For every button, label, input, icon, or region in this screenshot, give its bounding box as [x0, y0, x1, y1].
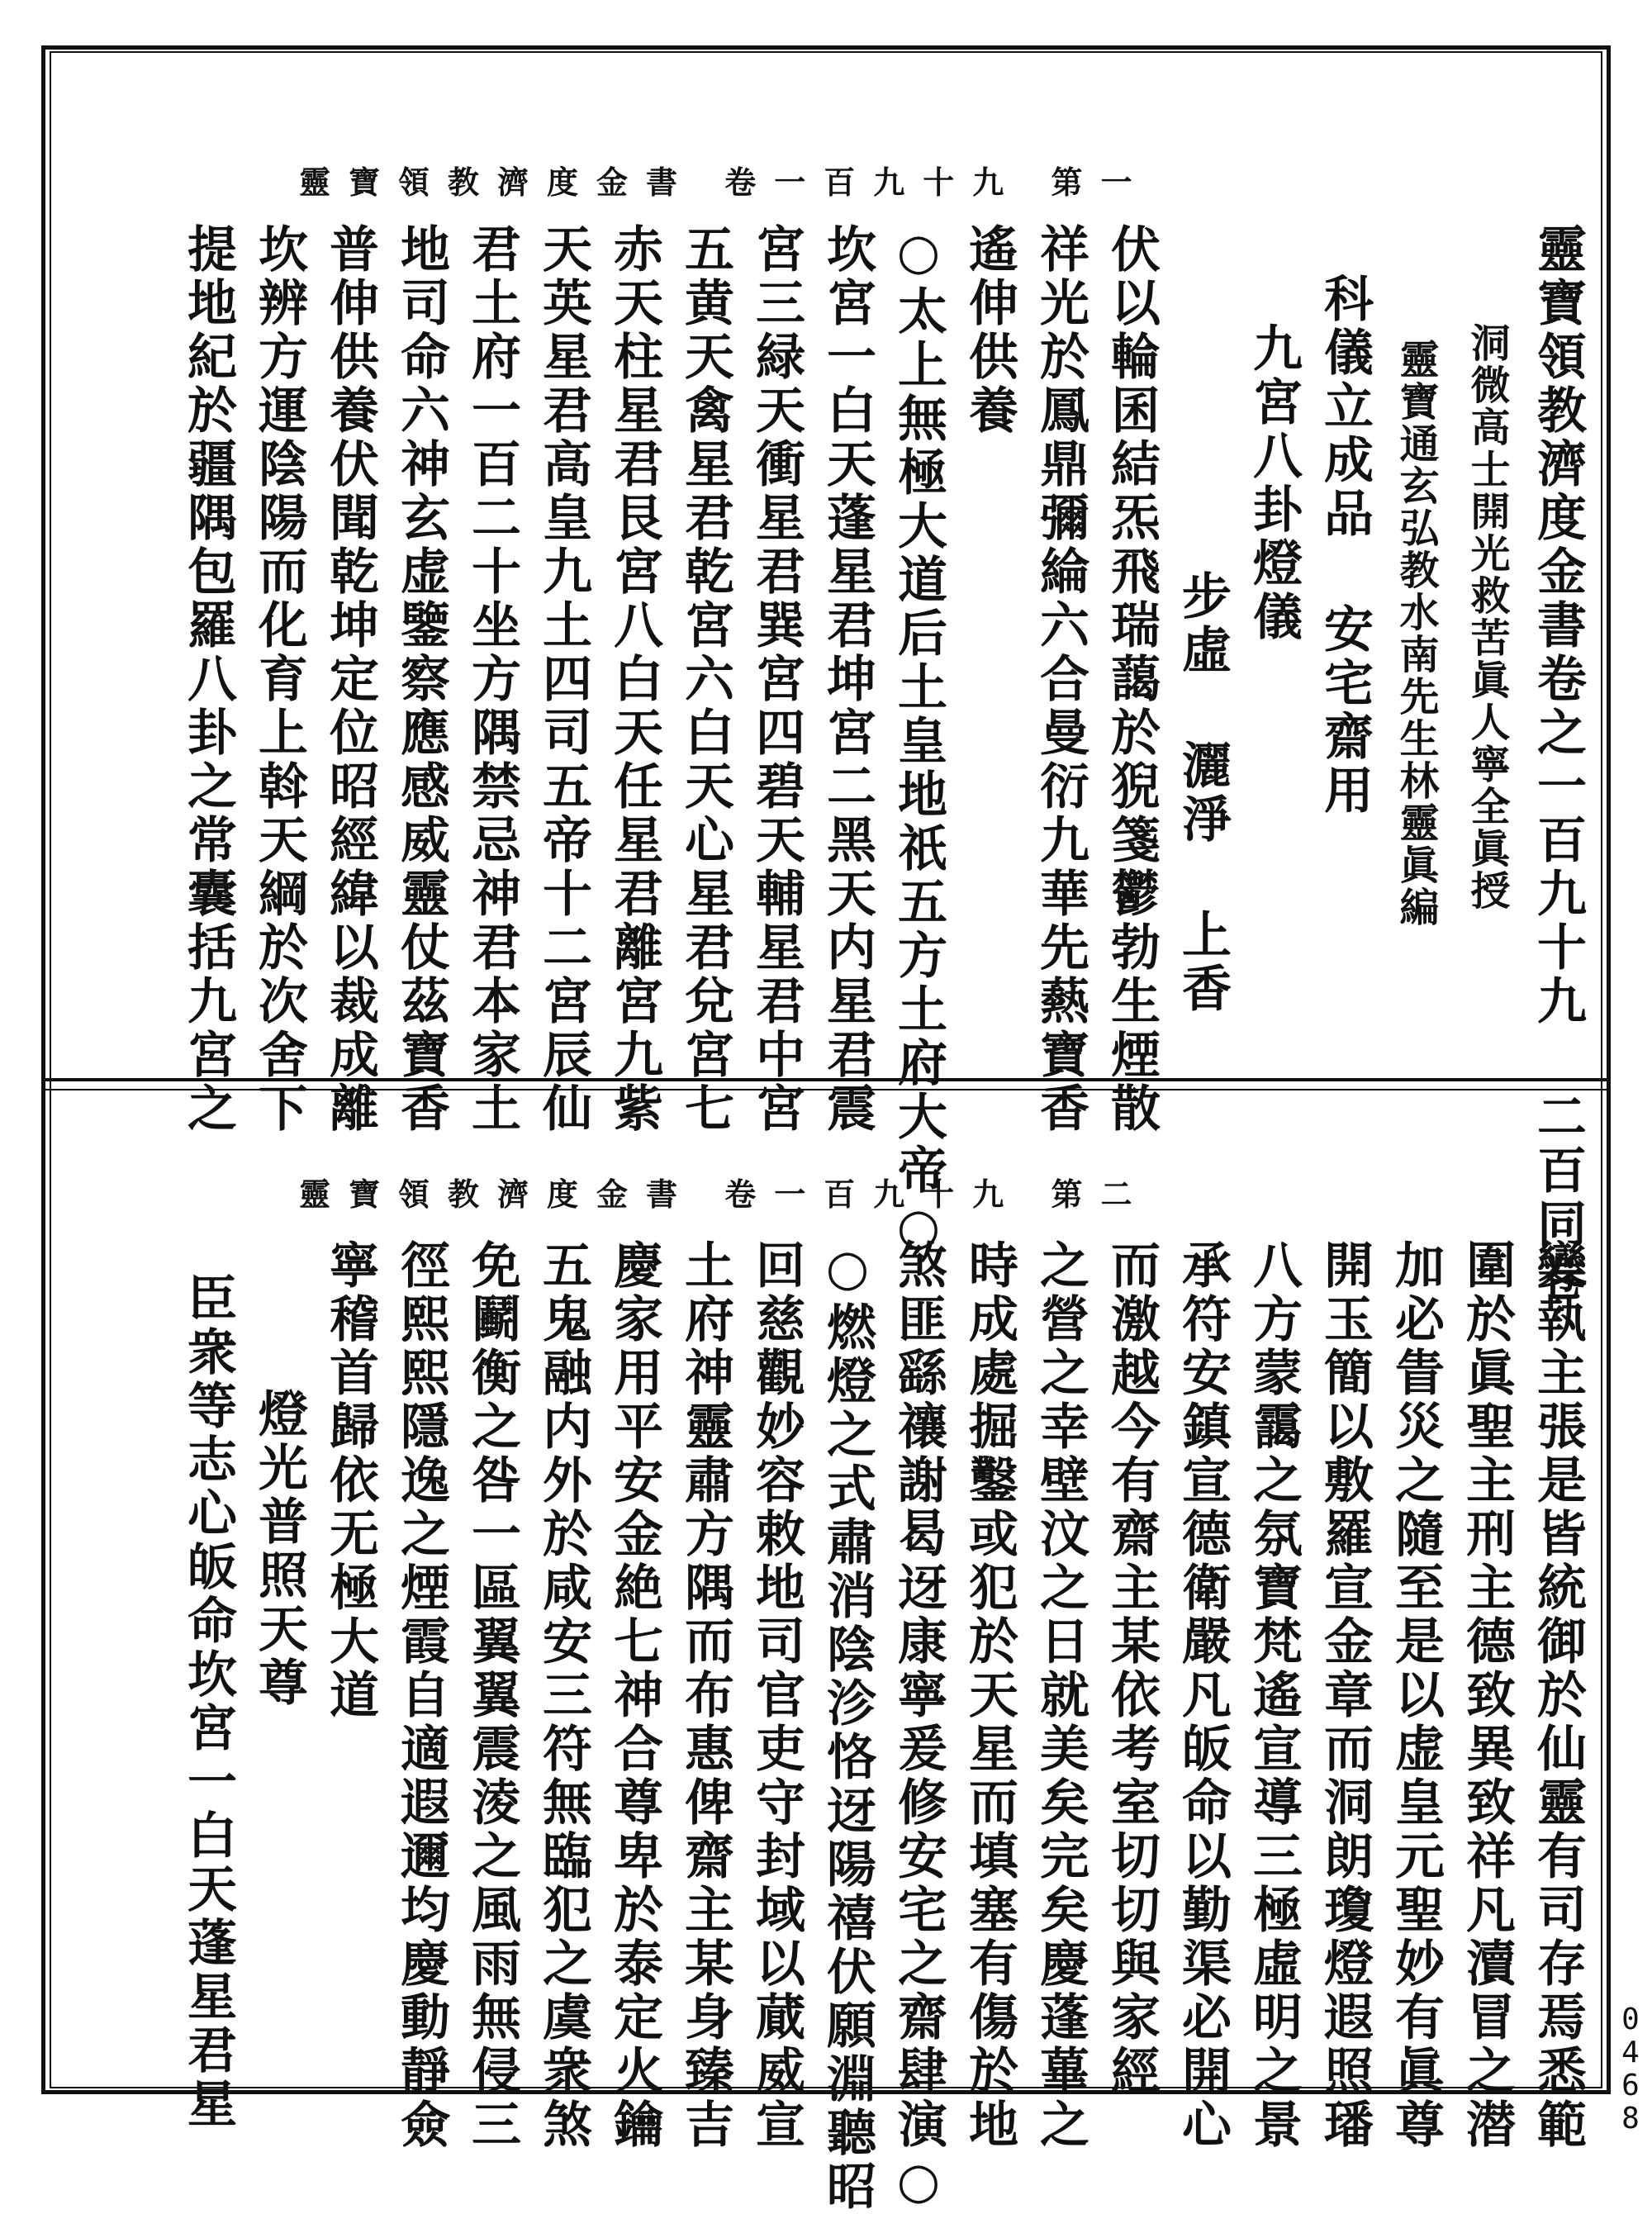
side-digit: 4: [1621, 2036, 1640, 2069]
text-column: 慶家用平安金絶七神合尊卑於泰定火鑰: [605, 1239, 663, 2152]
text-column: 圍於眞聖主刑主德致異致祥凡瀆冒之潜: [1458, 1239, 1516, 2152]
text-column: 遙伸供養: [961, 223, 1018, 438]
text-column: 免鬬衡之咎一區翼翼震淩之風雨無侵三: [463, 1239, 521, 2152]
text-column: 土府神靈肅方隅而布惠俾齋主某身臻吉: [676, 1239, 734, 2152]
text-column: ○燃燈之式肅消陰沴恪迓陽禧伏願淵聽昭: [819, 1239, 876, 2214]
text-column: 五黄天禽星君乾宮六白天心星君兌宮七: [676, 223, 734, 1136]
text-column: 時成處掘鑿或犯於天星而填塞有傷於地: [961, 1239, 1018, 2152]
page-header: 靈寶領教濟度金書 卷一百九十九 第一: [299, 164, 1151, 201]
text-column: 回慈觀妙容敕地司官吏守封域以蕆威宣: [748, 1239, 805, 2152]
text-column: 伏以輪囷結炁飛瑞藹於猊箋鬱勃生煙散: [1103, 223, 1161, 1136]
text-column: 天英星君高皇九土四司五帝十二宮辰仙: [534, 223, 592, 1136]
text-column: 九宮八卦燈儀: [1245, 322, 1303, 644]
text-column: 煞匪繇禳謝曷迓康寧爰修安宅之齋肆演○: [890, 1239, 947, 2214]
text-column: ○太上無極大道后土皇地祇五方土府大帝○: [890, 223, 947, 1260]
side-digit: 0: [1621, 2003, 1640, 2036]
text-column: 祥光於鳳鼎彌綸六合曼衍九華先爇寶香: [1032, 223, 1089, 1136]
text-column: 靈寶領教濟度金書卷之一百九十九 二百同卷: [1529, 223, 1587, 1305]
side-page-number: [1616, 2003, 1645, 2136]
text-column: 五鬼融内外於咸安三符無臨犯之虞衆煞: [534, 1239, 592, 2152]
text-column: 加必眚災之隨至是以虚皇元聖妙有眞尊: [1387, 1239, 1445, 2152]
text-column: 地司命六神玄虚鑒察應感威靈仗茲寶香: [392, 223, 450, 1136]
text-column: 坎辨方運陰陽而化育上斡天綱於次舍下: [250, 223, 308, 1136]
text-column: 燈光普照天尊: [250, 1388, 308, 1710]
text-column: 寧稽首歸依无極大道: [321, 1239, 379, 1722]
text-column: 科儀立成品 安宅齋用: [1316, 273, 1374, 818]
text-column: 坎宮一白天蓬星君坤宮二黑天内星君震: [819, 223, 876, 1136]
text-column: 臣衆等志心皈命坎宮一白天蓬星君星: [179, 1272, 237, 2131]
text-column: 宮三緑天衝星君巽宮四碧天輔星君中宮: [748, 223, 805, 1136]
text-column: 普伸供養伏聞乾坤定位昭經緯以裁成離: [321, 223, 379, 1136]
text-column: 開玉簡以敷羅宣金章而洞朗瓊燈遐照璠: [1316, 1239, 1374, 2152]
side-digit: 6: [1621, 2069, 1640, 2102]
text-column: 承符安鎮宣德衛嚴凡皈命以勤渠必開心: [1174, 1239, 1232, 2152]
text-column: 而激越今有齋主某依考室切切與家經: [1103, 1239, 1161, 2098]
page-header: 靈寶領教濟度金書 卷一百九十九 第二: [299, 1176, 1151, 1213]
side-digit: 8: [1621, 2102, 1640, 2136]
text-column: 八方蒙靄之氛寶梵遙宣導三極虛明之景: [1245, 1239, 1303, 2152]
text-column: 靈寶通玄弘教水南先生林靈眞編: [1393, 339, 1439, 929]
text-column: 變執主張是皆統御於仙靈有司存焉悉範: [1529, 1239, 1587, 2152]
text-column: 徑熙熙隱逸之煙霞自適遐邇均慶動靜僉: [392, 1239, 450, 2152]
text-column: 君土府一百二十坐方隅禁忌神君本家土: [463, 223, 521, 1136]
text-column: 洞微高士開光救苦眞人寧全眞授: [1464, 322, 1510, 912]
text-column: 赤天柱星君艮宮八白天任星君離宮九紫: [605, 223, 663, 1136]
text-column: 步虛 灑淨 上香: [1174, 570, 1232, 1016]
bottom-page: [51, 1152, 1601, 2214]
text-column: 之營之幸壁汶之日就美矣完矣慶蓬蓽之: [1032, 1239, 1089, 2152]
text-column: 提地紀於疆隅包羅八卦之常囊括九宮之: [179, 223, 237, 1136]
